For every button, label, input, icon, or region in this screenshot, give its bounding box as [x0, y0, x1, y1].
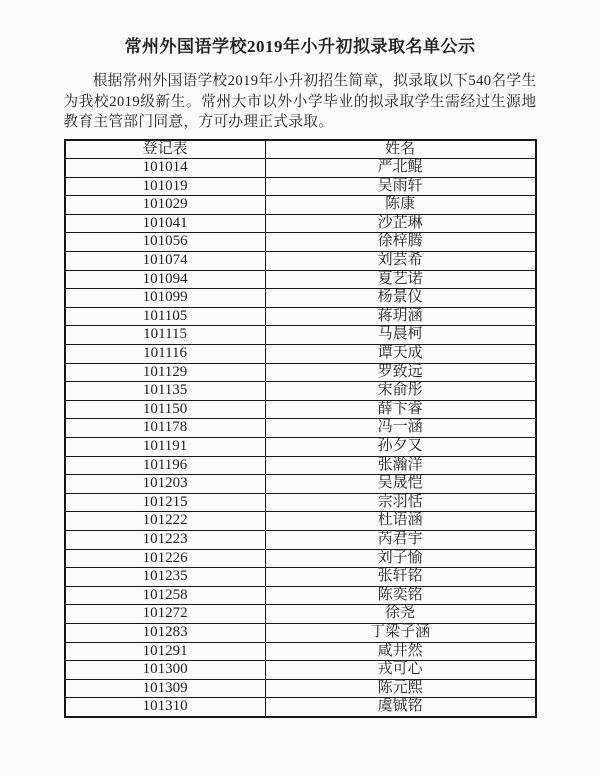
student-name-cell: 丁梁子涵	[265, 623, 535, 642]
table-row	[65, 679, 536, 698]
table-row	[65, 214, 536, 233]
registration-number-cell: 101041	[65, 214, 266, 233]
table-row	[65, 400, 536, 419]
table-row	[65, 326, 536, 345]
table-row	[65, 307, 536, 326]
registration-number-cell: 101291	[65, 642, 266, 661]
registration-number-cell: 101150	[65, 400, 266, 419]
table-row	[65, 233, 536, 252]
table-row	[65, 438, 536, 457]
table-row	[65, 568, 536, 587]
table-row	[65, 475, 536, 494]
table-row	[65, 493, 536, 512]
registration-number-cell: 101129	[65, 363, 266, 382]
registration-number-cell: 101310	[65, 698, 266, 717]
table-row	[65, 289, 536, 308]
registration-number-cell: 101014	[65, 159, 266, 178]
student-name-cell: 马晨柯	[265, 326, 535, 345]
column-header-registration: 登记表	[65, 140, 266, 159]
student-name-cell: 宋俞彤	[265, 382, 535, 401]
table-row	[65, 661, 536, 680]
registration-number-cell: 101191	[65, 438, 266, 457]
registration-number-cell: 101019	[65, 177, 266, 196]
student-name-cell: 夏艺诺	[265, 270, 535, 289]
student-name-cell: 徐梓腾	[265, 233, 535, 252]
student-name-cell: 杜语涵	[265, 512, 535, 531]
registration-number-cell: 101105	[65, 307, 266, 326]
registration-number-cell: 101283	[65, 623, 266, 642]
table-row	[65, 177, 536, 196]
registration-number-cell: 101115	[65, 326, 266, 345]
table-row	[65, 586, 536, 605]
student-name-cell: 虞铖铭	[265, 698, 535, 717]
student-name-cell: 咸井然	[265, 642, 535, 661]
student-name-cell: 孙夕又	[265, 438, 535, 457]
table-row	[65, 159, 536, 178]
student-name-cell: 宗羽恬	[265, 493, 535, 512]
table-body	[65, 159, 536, 717]
registration-number-cell: 101094	[65, 270, 266, 289]
table-row	[65, 270, 536, 289]
registration-number-cell: 101203	[65, 475, 266, 494]
student-name-cell: 罗致远	[265, 363, 535, 382]
student-name-cell: 杨景仪	[265, 289, 535, 308]
student-name-cell: 蒋玥涵	[265, 307, 535, 326]
registration-number-cell: 101222	[65, 512, 266, 531]
registration-number-cell: 101074	[65, 252, 266, 271]
registration-number-cell: 101309	[65, 679, 266, 698]
registration-number-cell: 101135	[65, 382, 266, 401]
table-row	[65, 512, 536, 531]
student-name-cell: 谭天成	[265, 345, 535, 364]
registration-number-cell: 101223	[65, 530, 266, 549]
registration-number-cell: 101029	[65, 196, 266, 215]
registration-number-cell: 101300	[65, 661, 266, 680]
student-name-cell: 吴雨轩	[265, 177, 535, 196]
table-row	[65, 252, 536, 271]
registration-number-cell: 101196	[65, 456, 266, 475]
table-row	[65, 530, 536, 549]
table-row	[65, 419, 536, 438]
registration-number-cell: 101272	[65, 605, 266, 624]
table-row	[65, 345, 536, 364]
page-title: 常州外国语学校2019年小升初拟录取名单公示	[124, 37, 476, 56]
registration-number-cell: 101099	[65, 289, 266, 308]
table-header-row	[65, 140, 536, 159]
table-row	[65, 382, 536, 401]
registration-number-cell: 101235	[65, 568, 266, 587]
table-row	[65, 642, 536, 661]
registration-number-cell: 101116	[65, 345, 266, 364]
registration-number-cell: 101056	[65, 233, 266, 252]
student-name-cell: 陈康	[265, 196, 535, 215]
column-header-name: 姓名	[265, 140, 535, 159]
table-row	[65, 456, 536, 475]
student-name-cell: 刘芸希	[265, 252, 535, 271]
registration-number-cell: 101178	[65, 419, 266, 438]
student-name-cell: 严北鲲	[265, 159, 535, 178]
student-name-cell: 芮君宇	[265, 530, 535, 549]
registration-number-cell: 101215	[65, 493, 266, 512]
table-row	[65, 549, 536, 568]
table-row	[65, 698, 536, 717]
student-name-cell: 陈元熙	[265, 679, 535, 698]
table-row	[65, 363, 536, 382]
table-row	[65, 605, 536, 624]
student-name-cell: 徐尧	[265, 605, 535, 624]
intro-paragraph: 根据常州外国语学校2019年小升初招生简章，拟录取以下540名学生为我校2019级新生。常州大市以外小学毕业的拟录取学生需经过生源地教育主管部门同意，方可办理正式录取。	[63, 73, 537, 130]
student-name-cell: 张轩铭	[265, 568, 535, 587]
table-row	[65, 623, 536, 642]
admission-roster-table	[64, 139, 537, 718]
student-name-cell: 刘子愉	[265, 549, 535, 568]
registration-number-cell: 101226	[65, 549, 266, 568]
document-content	[64, 32, 537, 718]
student-name-cell: 吴晟恺	[265, 475, 535, 494]
student-name-cell: 戎可心	[265, 661, 535, 680]
student-name-cell: 冯一涵	[265, 419, 535, 438]
student-name-cell: 薛卞睿	[265, 400, 535, 419]
student-name-cell: 沙芷琳	[265, 214, 535, 233]
student-name-cell: 张瀚洋	[265, 456, 535, 475]
table-row	[65, 196, 536, 215]
registration-number-cell: 101258	[65, 586, 266, 605]
student-name-cell: 陈奕铭	[265, 586, 535, 605]
